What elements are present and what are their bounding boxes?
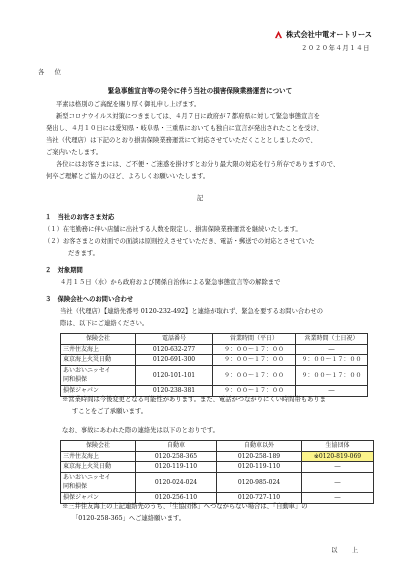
intro-line-4: 当社（代理店）は下記のとおり損害保険業務運営にて対応させていただくこととしましたので、 xyxy=(46,137,317,144)
note-1-line-2: すことをご了承願います。 xyxy=(72,408,148,415)
table-row xyxy=(61,344,368,355)
insurer-name-cont: 同和損保 xyxy=(61,375,136,385)
insurer-name: あいおいニッセイ xyxy=(61,472,136,482)
table-row xyxy=(61,355,368,366)
insurer-name: 三井住友海上 xyxy=(61,344,136,355)
car-phone: 0120-024-024 xyxy=(136,472,217,492)
weekend-hours: ― xyxy=(296,344,368,355)
phone-number: 0120-101-101 xyxy=(136,365,213,385)
car-phone: 0120-119-110 xyxy=(136,462,217,473)
section-2-heading: ２ 対象期間 xyxy=(45,267,83,274)
table-row xyxy=(61,451,374,462)
non-car-phone: 0120-727-110 xyxy=(217,492,302,503)
company-logo xyxy=(274,30,372,39)
section-3-text-3: なお、事故にあわれた際の連絡先は以下のとおりです。 xyxy=(62,427,219,434)
section-1-heading: １ 当社のお客さま対応 xyxy=(45,214,115,221)
coop-phone: ※0120-819-069 xyxy=(302,451,374,462)
weekday-hours: ９：００～１７：００ xyxy=(213,385,296,396)
note-1-line-1: ※営業時間は今後変更となる可能性があります。また、電話がつながりにくい時間帯もありま xyxy=(62,396,326,403)
coop-phone: ― xyxy=(302,492,374,503)
section-3-text-1: 当社（代理店）【連絡先番号 0120-232-492】と連絡が取れず、緊急を要するお問い合わせの xyxy=(60,308,324,315)
phone-number: 0120-238-381 xyxy=(136,385,213,396)
table-row xyxy=(61,492,374,503)
phone-number: 0120-691-300 xyxy=(136,355,213,366)
document-date: ２０２０年４月１４日 xyxy=(301,45,370,52)
weekday-hours: ９：００～１７：００ xyxy=(213,344,296,355)
section-1-item-2: （２）お客さまとの対面での面談は原則控えさせていただき、電話・郵送での対応とさせていた xyxy=(44,238,315,245)
table-header: 営業時間（土日祝） xyxy=(296,334,368,345)
insurer-name-cont: 同和損保 xyxy=(61,482,136,492)
company-name: 株式会社中電オートリース xyxy=(286,30,372,39)
table-row xyxy=(61,385,368,396)
car-phone: 0120-256-110 xyxy=(136,492,217,503)
non-car-phone: 0120-119-110 xyxy=(217,462,302,473)
insurer-name: 三井住友海上 xyxy=(61,451,136,462)
car-phone: 0120-258-365 xyxy=(136,451,217,462)
weekend-hours: ９：００～１７：００ xyxy=(296,365,368,385)
closing-ijou: 以 上 xyxy=(331,547,362,554)
section-1-item-1: （１）在宅勤務に伴い店舗に出社する人数を限定し、損害保険業務運営を継続いたします。 xyxy=(44,226,302,233)
insurer-name: あいおいニッセイ xyxy=(61,365,136,375)
table-header: 保険会社 xyxy=(61,441,136,452)
section-3-text-2: 際は、以下にご連絡ください。 xyxy=(60,320,149,327)
phone-number: 0120-632-277 xyxy=(136,344,213,355)
insurer-name: 東京海上火災日動 xyxy=(61,462,136,473)
table-header-row xyxy=(61,334,368,345)
ki-heading: 記 xyxy=(196,195,204,202)
non-car-phone: 0120-258-189 xyxy=(217,451,302,462)
insurer-name: 損保ジャパン xyxy=(61,385,136,396)
intro-line-1: 平素は格別のご高配を賜り厚く御礼申し上げます。 xyxy=(56,101,201,108)
table-row xyxy=(61,472,374,482)
table-header: 生協団体 xyxy=(302,441,374,452)
coop-phone: ― xyxy=(302,462,374,473)
section-2-text: ４月１５日（水）から政府および関係自治体による緊急事態宣言等の解除まで xyxy=(60,279,281,286)
addressee: 各 位 xyxy=(38,69,63,76)
document-title: 緊急事態宣言等の発令に伴う当社の損害保険業務運営について xyxy=(107,87,293,95)
weekday-hours: ９：００～１７：００ xyxy=(213,365,296,385)
table-header-row xyxy=(61,441,374,452)
table-header: 営業時間（平日） xyxy=(213,334,296,345)
intro-line-5: ご案内いたします。 xyxy=(46,149,103,156)
weekend-hours: ９：００～１７：００ xyxy=(296,355,368,366)
accident-contacts-table xyxy=(60,440,374,504)
section-3-heading: ３ 保険会社へのお問い合わせ xyxy=(45,296,134,303)
table-header: 電話番号 xyxy=(136,334,213,345)
intro-line-7: 何卒ご理解とご協力のほど、よろしくお願いいたします。 xyxy=(46,173,210,180)
table-header: 自動車 xyxy=(136,441,217,452)
weekday-hours: ９：００～１７：００ xyxy=(213,355,296,366)
intro-line-2: 新型コロナウイルス対策につきましては、４月７日に政府が７都府県に対して緊急事態宣言を xyxy=(56,113,320,120)
contact-hours-table xyxy=(60,333,368,397)
table-row xyxy=(61,462,374,473)
company-logo-mark-icon xyxy=(274,30,283,39)
intro-line-6: 各位にはお客さまには、ご不便・ご迷惑を掛けすとお分り最大限の対応を行う所存でありますので、 xyxy=(56,161,340,168)
table-header: 保険会社 xyxy=(61,334,136,345)
note-2-line-2: 「0120-258-365」へご連絡願います。 xyxy=(72,515,186,522)
non-car-phone: 0120-985-024 xyxy=(217,472,302,492)
weekend-hours: ― xyxy=(296,385,368,396)
note-2-line-1: ※三井住友海上の上記連絡先のうち、「生協団体」へつながらない場合は、「自動車」の xyxy=(62,503,308,510)
coop-phone: ― xyxy=(302,472,374,492)
intro-line-3: 発出し、４月１０日には愛知県・岐阜県・三重県においても独自に宣言が発出されたことを受け、 xyxy=(46,125,323,132)
insurer-name: 東京海上火災日動 xyxy=(61,355,136,366)
insurer-name: 損保ジャパン xyxy=(61,492,136,503)
table-header: 自動車以外 xyxy=(217,441,302,452)
table-row xyxy=(61,365,368,375)
section-1-item-2-cont: だきます。 xyxy=(68,250,99,257)
